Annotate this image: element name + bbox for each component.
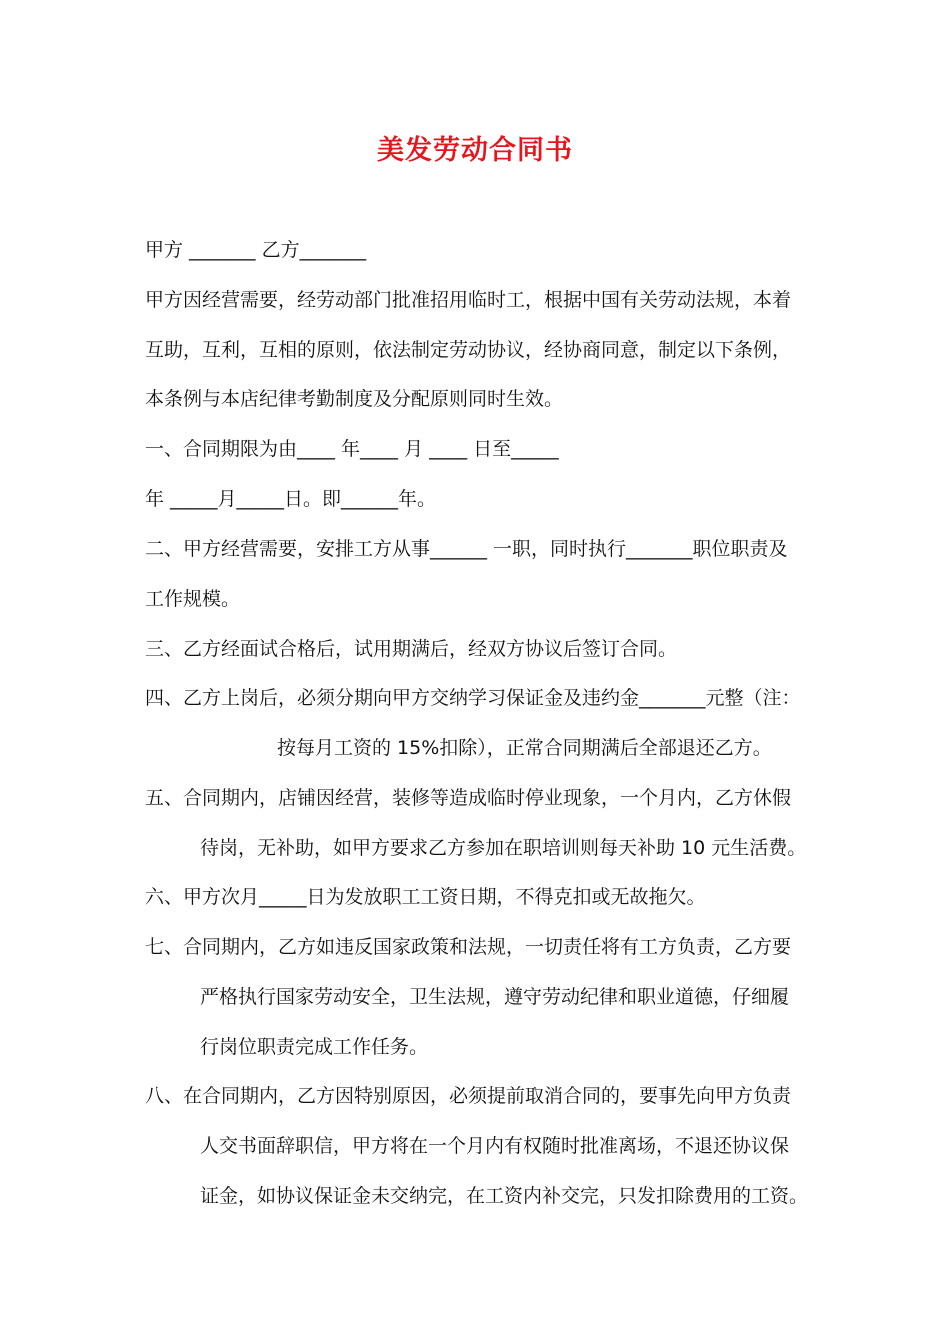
clause-2-line-1: 二、甲方经营需要，安排工方从事______ 一职，同时执行_______职位职责及 xyxy=(145,538,788,560)
intro-line-2: 互助，互利，互相的原则，依法制定劳动协议，经协商同意，制定以下条例， xyxy=(145,339,792,361)
clause-4-line-1: 四、乙方上岗后，必须分期向甲方交纳学习保证金及违约金_______元整（注： xyxy=(145,687,801,709)
intro-line-3: 本条例与本店纪律考勤制度及分配原则同时生效。 xyxy=(145,388,564,410)
clause-7-line-3: 行岗位职责完成工作任务。 xyxy=(200,1036,429,1058)
document-title: 美发劳动合同书 xyxy=(377,135,573,166)
clause-1-line-1: 一、合同期限为由____ 年____ 月 ____ 日至_____ xyxy=(145,438,559,460)
clause-8-line-3: 证金，如协议保证金未交纳完，在工资内补交完，只发扣除费用的工资。 xyxy=(200,1185,809,1207)
clause-7-line-2: 严格执行国家劳动安全，卫生法规，遵守劳动纪律和职业道德，仔细履 xyxy=(200,986,790,1008)
clause-8-line-2: 人交书面辞职信，甲方将在一个月内有权随时批准离场，不退还协议保 xyxy=(200,1135,790,1157)
clause-2-line-2: 工作规模。 xyxy=(145,588,241,610)
clause-5-line-2: 待岗，无补助，如甲方要求乙方参加在职培训则每天补助 10 元生活费。 xyxy=(200,837,807,859)
clause-8-line-1: 八、在合同期内，乙方因特别原因，必须提前取消合同的，要事先向甲方负责 xyxy=(145,1085,792,1107)
clause-3-line-1: 三、乙方经面试合格后，试用期满后，经双方协议后签订合同。 xyxy=(145,638,678,660)
intro-line-1: 甲方因经营需要，经劳动部门批准招用临时工，根据中国有关劳动法规，本着 xyxy=(145,289,792,311)
clause-6-line-1: 六、甲方次月_____日为发放职工工资日期，不得克扣或无故拖欠。 xyxy=(145,886,706,908)
parties-line: 甲方 _______ 乙方_______ xyxy=(145,239,367,261)
clause-7-line-1: 七、合同期内，乙方如违反国家政策和法规，一切责任将有工方负责，乙方要 xyxy=(145,936,792,958)
clause-4-line-2: 按每月工资的 15%扣除），正常合同期满后全部退还乙方。 xyxy=(277,737,772,759)
clause-5-line-1: 五、合同期内，店铺因经营，装修等造成临时停业现象，一个月内，乙方休假 xyxy=(145,787,792,809)
clause-1-line-2: 年 _____月_____日。即______年。 xyxy=(145,488,437,510)
